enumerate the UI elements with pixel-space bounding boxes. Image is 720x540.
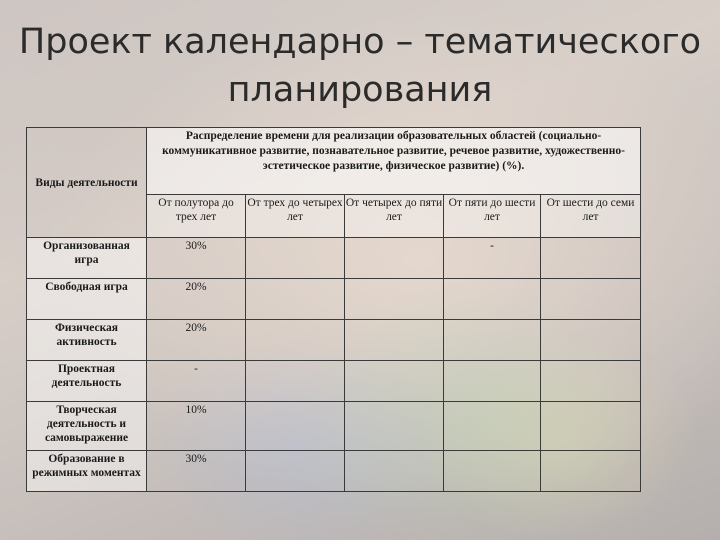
table-cell: [246, 402, 345, 451]
table-cell: [444, 320, 541, 361]
table-row: [27, 238, 641, 279]
age-group-header: От шести до семи лет: [541, 194, 641, 237]
table-cell: 10%: [147, 402, 246, 451]
age-group-header: От пяти до шести лет: [444, 194, 541, 237]
table-cell: [246, 361, 345, 402]
slide-title-line-1: Проект календарно – тематического: [18, 22, 702, 62]
table-cell: 30%: [147, 450, 246, 491]
slide-title-line-2: планирования: [227, 70, 493, 110]
table-row: [27, 402, 641, 451]
planning-table: [26, 127, 641, 492]
table-cell: [246, 320, 345, 361]
table-cell: [246, 450, 345, 491]
table-cell: [541, 450, 641, 491]
table-row: [27, 320, 641, 361]
table-cell: [541, 279, 641, 320]
table-cell: 20%: [147, 279, 246, 320]
table-cell: [345, 402, 444, 451]
table-row: [27, 450, 641, 491]
table-cell: [345, 279, 444, 320]
slide-title: [0, 18, 720, 114]
table-cell: [541, 238, 641, 279]
table-cell: 20%: [147, 320, 246, 361]
activity-type-header: Виды деятельности: [27, 128, 147, 238]
table-cell: -: [147, 361, 246, 402]
table-cell: [345, 450, 444, 491]
age-group-header: От четырех до пяти лет: [345, 194, 444, 237]
table-cell: [541, 320, 641, 361]
table-cell: [541, 361, 641, 402]
table-cell: [444, 450, 541, 491]
row-label: Образование в режимных моментах: [27, 450, 147, 491]
age-group-header: От полутора до трех лет: [147, 194, 246, 237]
table-cell: [444, 361, 541, 402]
row-label: Организованная игра: [27, 238, 147, 279]
table-cell: [345, 361, 444, 402]
row-label: Свободная игра: [27, 279, 147, 320]
table-cell: [246, 238, 345, 279]
table-cell: [345, 238, 444, 279]
row-label: Творческая деятельность и самовыражение: [27, 402, 147, 451]
time-distribution-header: Распределение времени для реализации образовательных областей (социально-коммуникативное развитие, познавательное развитие, речевое развитие, художественно-эстетическое развитие, физическое развитие) (%).: [147, 128, 641, 195]
table-cell: [444, 279, 541, 320]
table-cell: -: [444, 238, 541, 279]
table-cell: [246, 279, 345, 320]
row-label: Физическая активность: [27, 320, 147, 361]
row-label: Проектная деятельность: [27, 361, 147, 402]
table-row: [27, 279, 641, 320]
table-row: [27, 361, 641, 402]
age-group-header: От трех до четырех лет: [246, 194, 345, 237]
table-cell: [541, 402, 641, 451]
table-cell: 30%: [147, 238, 246, 279]
table-cell: [444, 402, 541, 451]
table-cell: [345, 320, 444, 361]
